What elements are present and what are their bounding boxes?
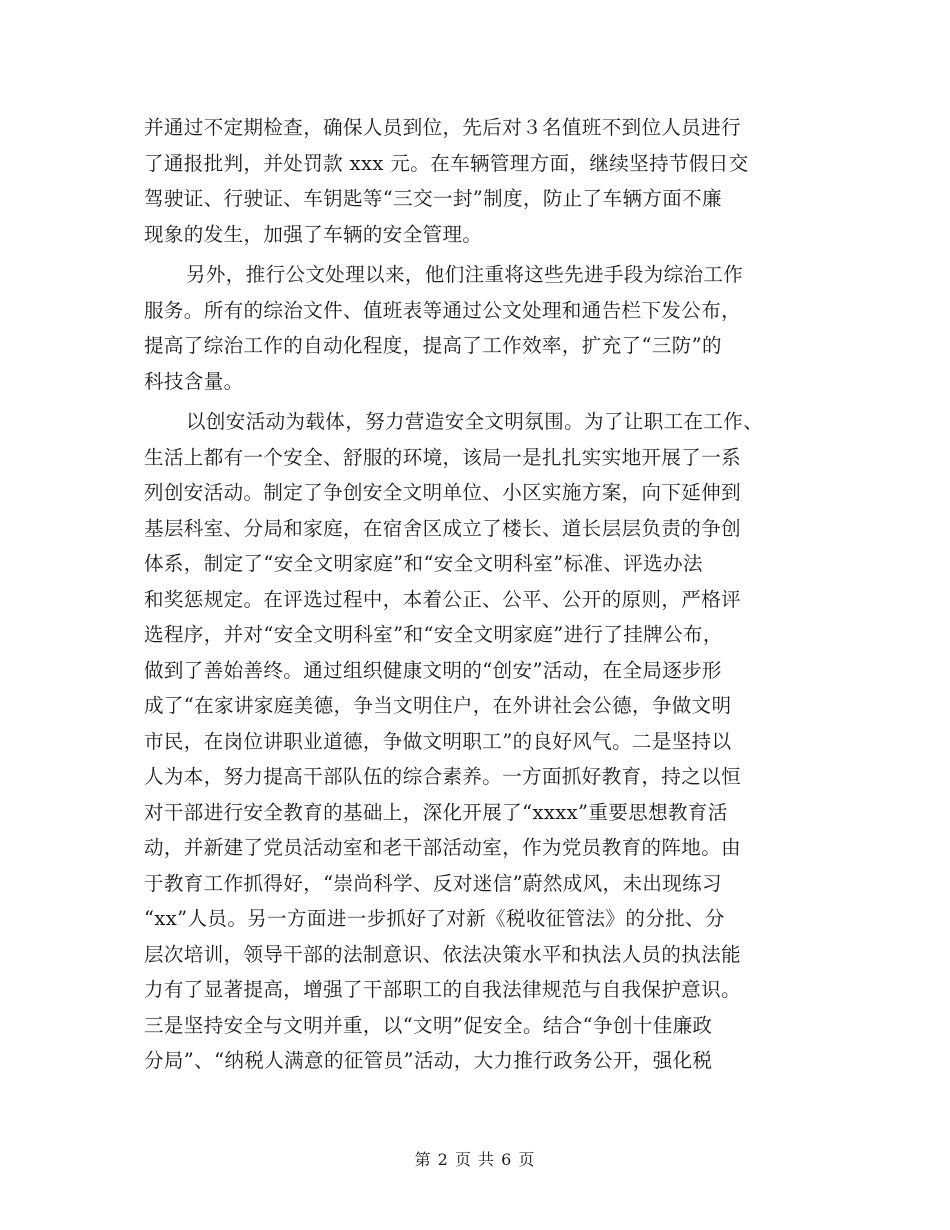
text-line: 和奖惩规定。在评选过程中，本着公正、公平、公开的原则，严格评 xyxy=(144,587,742,611)
paragraph xyxy=(144,110,824,252)
text-line: 生活上都有一个安全、舒服的环境，该局一是扎扎实实地开展了一系 xyxy=(144,445,742,469)
text-line: 于教育工作抓得好，“崇尚科学、反对迷信”蔚然成风，未出现练习 xyxy=(144,871,722,895)
paragraph xyxy=(144,404,824,1079)
text-line: 以创安活动为载体，努力营造安全文明氛围。为了让职工在工作、 xyxy=(186,410,764,433)
text-line: 服务。所有的综治文件、值班表等通过公文处理和通告栏下发公布， xyxy=(144,298,742,322)
text-line: 另外，推行公文处理以来，他们注重将这些先进手段为综治工作 xyxy=(186,263,744,286)
text-line: 驾驶证、行驶证、车钥匙等“三交一封”制度，防止了车辆方面不廉 xyxy=(144,187,722,210)
text-line: “xx”人员。另一方面进一步抓好了对新《税收征管法》的分批、分 xyxy=(144,907,725,930)
text-line: 分局”、“纳税人满意的征管员”活动，大力推行政务公开，强化税 xyxy=(144,1049,713,1072)
text-line: 力有了显著提高，增强了干部职工的自我法律规范与自我保护意识。 xyxy=(144,978,742,1001)
text-line: 市民，在岗位讲职业道德，争做文明职工”的良好风气。二是坚持以 xyxy=(144,729,732,753)
text-line: 提高了综治工作的自动化程度，提高了工作效率，扩充了“三防”的 xyxy=(144,334,722,357)
text-line: 人为本，努力提高干部队伍的综合素养。一方面抓好教育，持之以恒 xyxy=(144,765,742,788)
document-body xyxy=(144,110,824,1079)
text-line: 选程序，并对“安全文明科室”和“安全文明家庭”进行了挂牌公布， xyxy=(144,623,723,646)
text-line: 对干部进行安全教育的基础上，深化开展了“xxxx”重要思想教育活 xyxy=(144,800,728,824)
text-line: 现象的发生，加强了车辆的安全管理。 xyxy=(144,222,483,246)
text-line: 动，并新建了党员活动室和老干部活动室，作为党员教育的阵地。由 xyxy=(144,836,742,859)
text-line: 做到了善始善终。通过组织健康文明的“创安”活动，在全局逐步形 xyxy=(144,658,722,682)
text-line: 科技含量。 xyxy=(144,369,244,393)
text-line: 层次培训，领导干部的法制意识、依法决策水平和执法人员的执法能 xyxy=(144,942,742,966)
paragraph xyxy=(144,257,824,399)
text-line: 体系，制定了“安全文明家庭”和“安全文明科室”标准、评选办法 xyxy=(144,552,703,575)
text-line: 并通过不定期检查，确保人员到位，先后对３名值班不到位人员进行 xyxy=(144,116,742,139)
text-line: 列创安活动。制定了争创安全文明单位、小区实施方案，向下延伸到 xyxy=(144,481,742,504)
text-line: 基层科室、分局和家庭，在宿舍区成立了楼长、道长层层负责的争创 xyxy=(144,516,742,540)
text-line: 成了“在家讲家庭美德，争当文明住户，在外讲社会公德，争做文明 xyxy=(144,694,732,717)
text-line: 三是坚持安全与文明并重，以“文明”促安全。结合“争创十佳廉政 xyxy=(144,1013,713,1037)
text-line: 了通报批判，并处罚款 xxx 元。在车辆管理方面，继续坚持节假日交 xyxy=(144,151,749,175)
page-number-footer: 第 2 页 共 6 页 xyxy=(414,1150,536,1169)
